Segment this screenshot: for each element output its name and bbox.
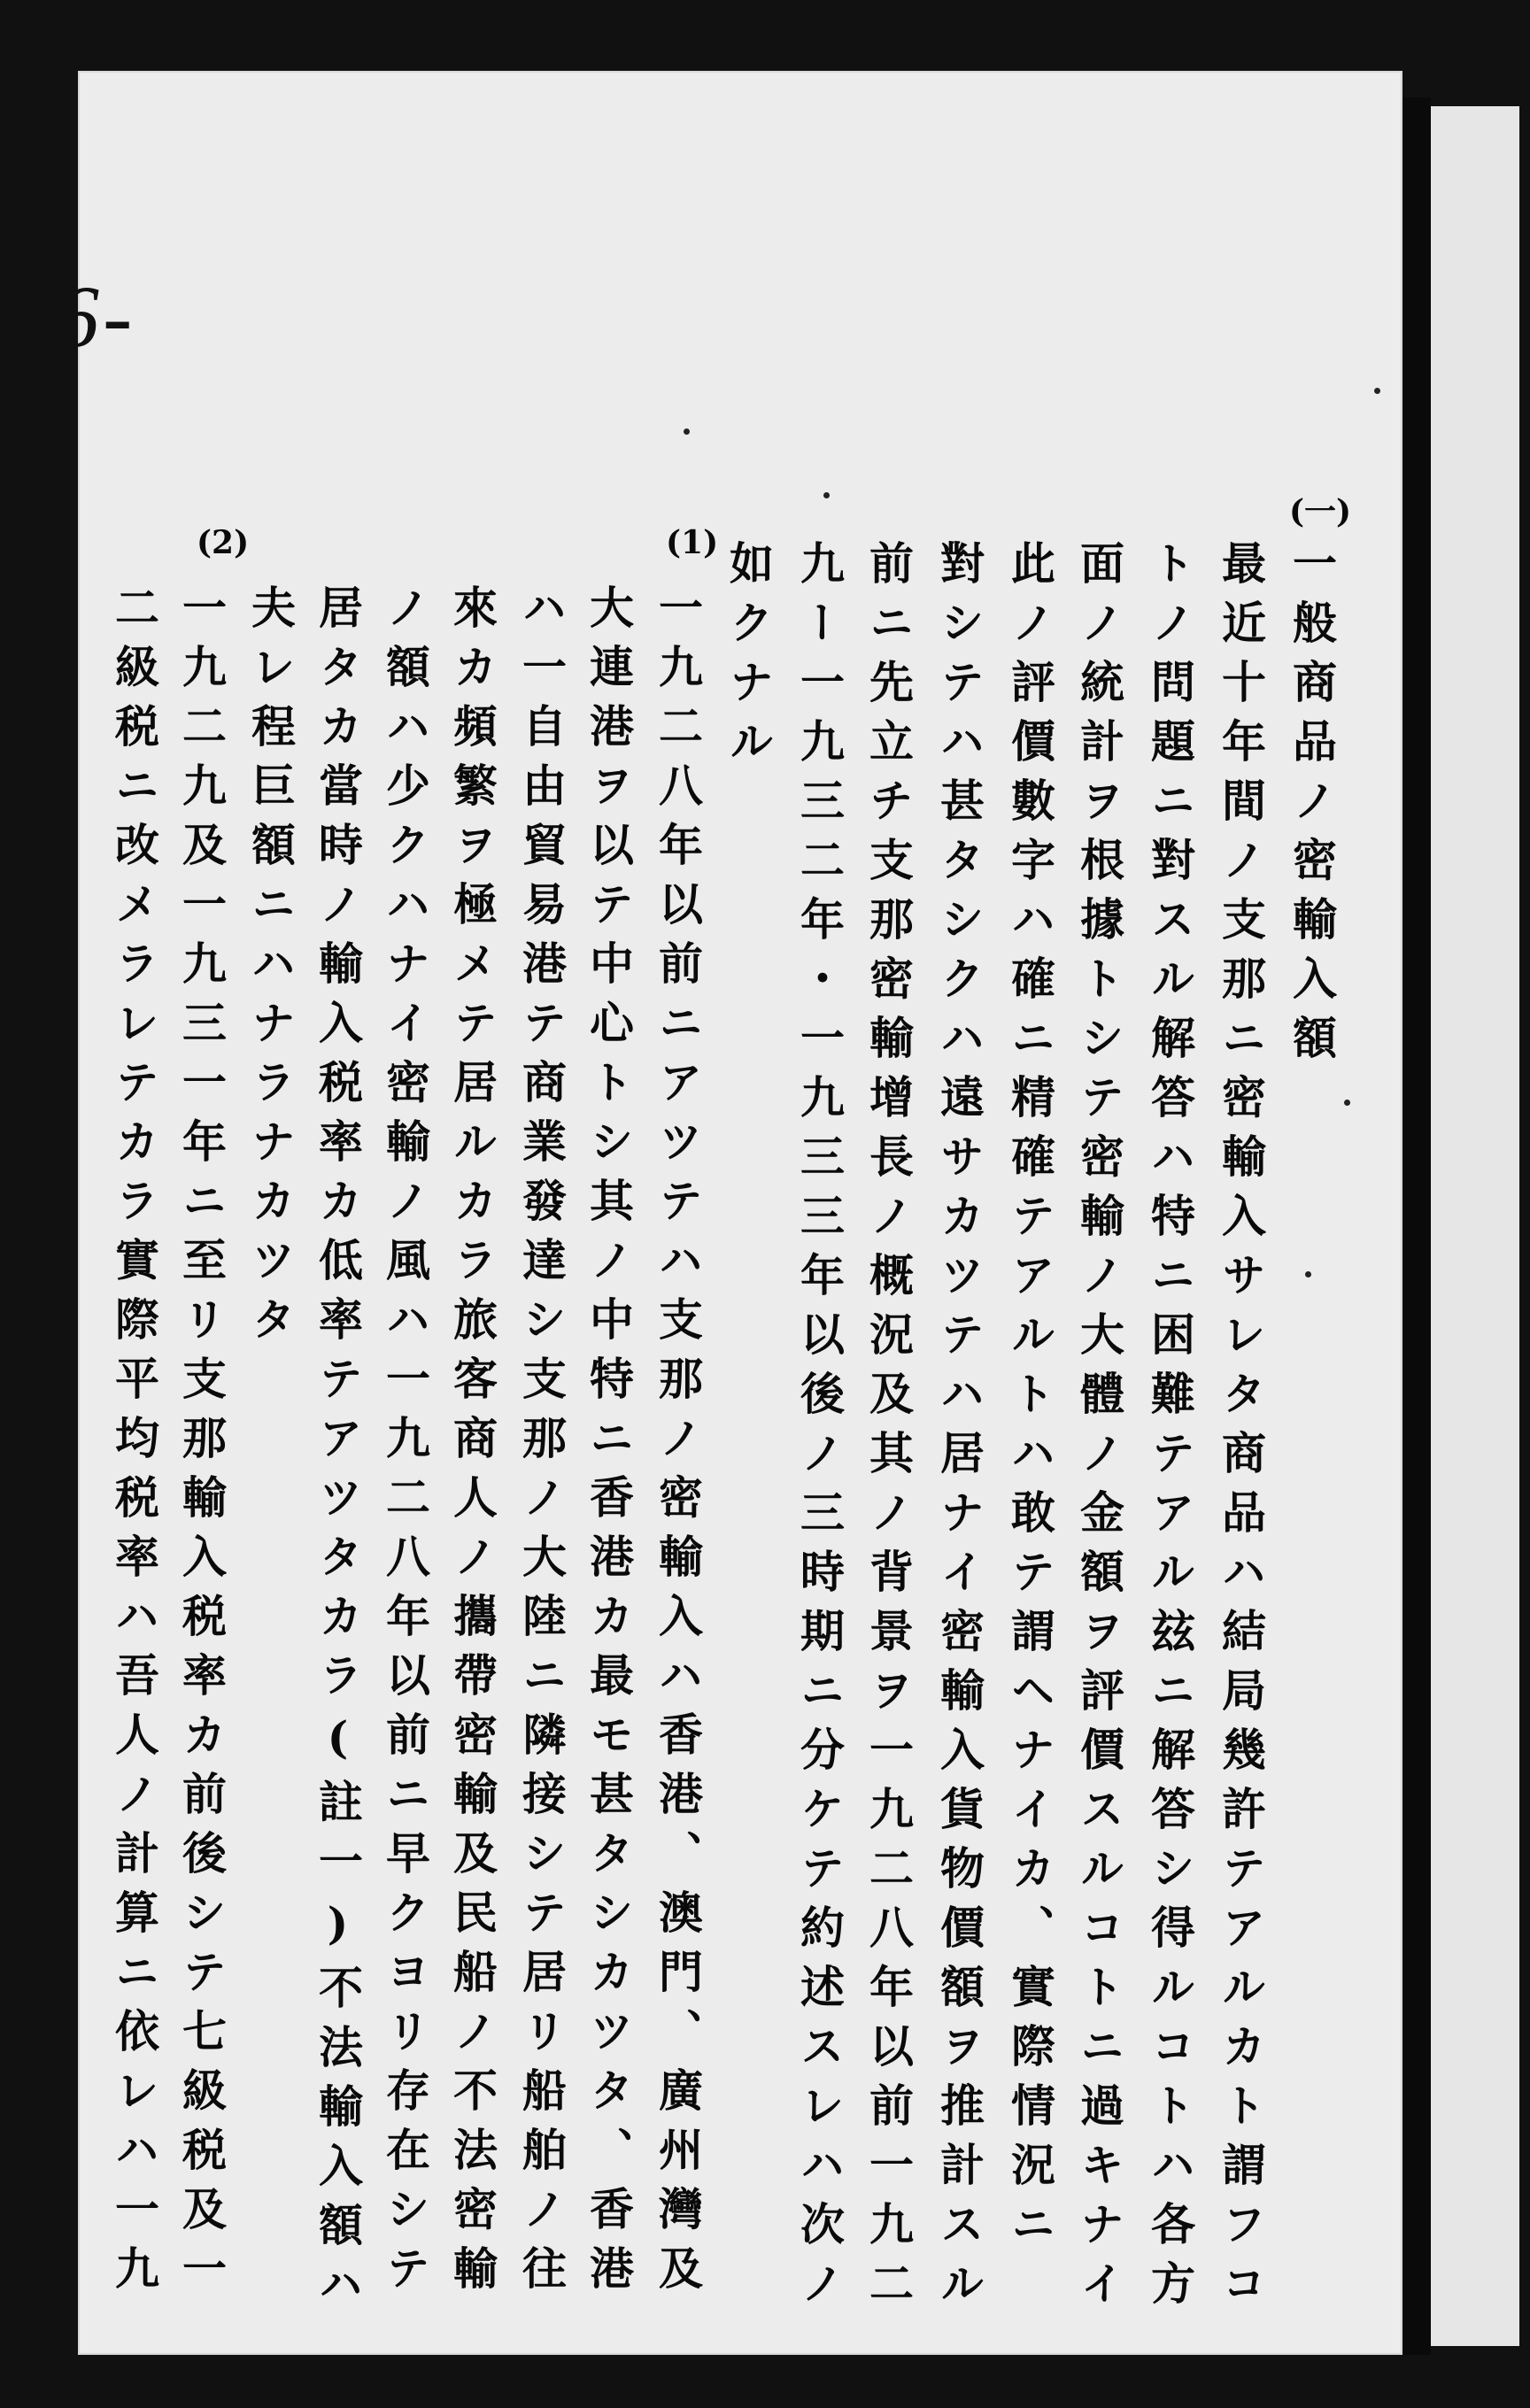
adjacent-page-edge [1431, 106, 1519, 2346]
intro-line: 最近十年間ノ支那ニ密輸入サレタ商品ハ結局幾許テアルカト謂フコ [1215, 540, 1267, 2319]
intro-line: 面ノ統計ヲ根據トシテ密輸ノ大體ノ金額ヲ評價スルコトニ過キナイ [1073, 540, 1125, 2319]
scan-speck [1374, 388, 1380, 394]
heading: 一般商品ノ密輸入額 [1286, 540, 1338, 1074]
section-2-line: 二級税ニ改メラレテカラ實際平均税率ハ吾人ノ計算ニ依レハ一九 [108, 584, 160, 2304]
section-1-line: ハ一自由貿易港テ商業發達シ支那ノ大陸ニ隣接シテ居リ船舶ノ往 [515, 584, 568, 2304]
section-2-marker: (2) [197, 524, 250, 561]
section-1-line: 夫レ程巨額ニハナラナカツタ [244, 584, 297, 1355]
book-spine [1402, 97, 1431, 2355]
intro-line: 如クナル [722, 540, 775, 777]
section-1-line: 一九二八年以前ニアツテハ支那ノ密輸入ハ香港、澳門、廣州灣及 [652, 584, 704, 2304]
intro-line: 此ノ評價數字ハ確ニ精確テアルトハ敢テ謂ヘナイカ、實際情況ニ [1004, 540, 1056, 2260]
scan-speck [684, 428, 690, 435]
section-2-line: 一九二九及一九三一年ニ至リ支那輸入税率カ前後シテ七級税及一 [175, 584, 228, 2304]
intro-line: 九ー一九三二年・一九三三年以後ノ三時期ニ分ケテ約述スレハ次ノ [793, 540, 846, 2319]
heading-marker: (一) [1289, 493, 1352, 530]
section-1-line: ノ額ハ少クハナイ密輸ノ風ハ一九二八年以前ニ早クヨリ存在シテ [379, 584, 431, 2304]
scan-speck [823, 492, 830, 498]
scan-speck [1305, 1271, 1311, 1277]
intro-line: 前ニ先立チ支那密輸增長ノ概況及其ノ背景ヲ一九二八年以前一九二 [862, 540, 915, 2319]
section-1-line: 大連港ヲ以テ中心トシ其ノ中特ニ香港カ最モ甚タシカツタ、香港 [583, 584, 635, 2304]
intro-line: トノ問題ニ對スル解答ハ特ニ困難テアル玆ニ解答シ得ルコトハ各方 [1144, 540, 1196, 2319]
section-1-line: 來カ頻繁ヲ極メテ居ルカラ旅客商人ノ攜帶密輸及民船ノ不法密輸 [446, 584, 498, 2304]
section-1-marker: (1) [666, 524, 719, 561]
page-number: 56- [7, 267, 136, 366]
scan-speck [1344, 1100, 1350, 1106]
intro-line: 對シテハ甚タシクハ遠サカツテハ居ナイ密輸入貨物價額ヲ推計スル [933, 540, 985, 2319]
section-1-line: 居タカ當時ノ輸入税率カ低率テアツタカラ(註一)不法輸入額ハ [312, 584, 364, 2320]
